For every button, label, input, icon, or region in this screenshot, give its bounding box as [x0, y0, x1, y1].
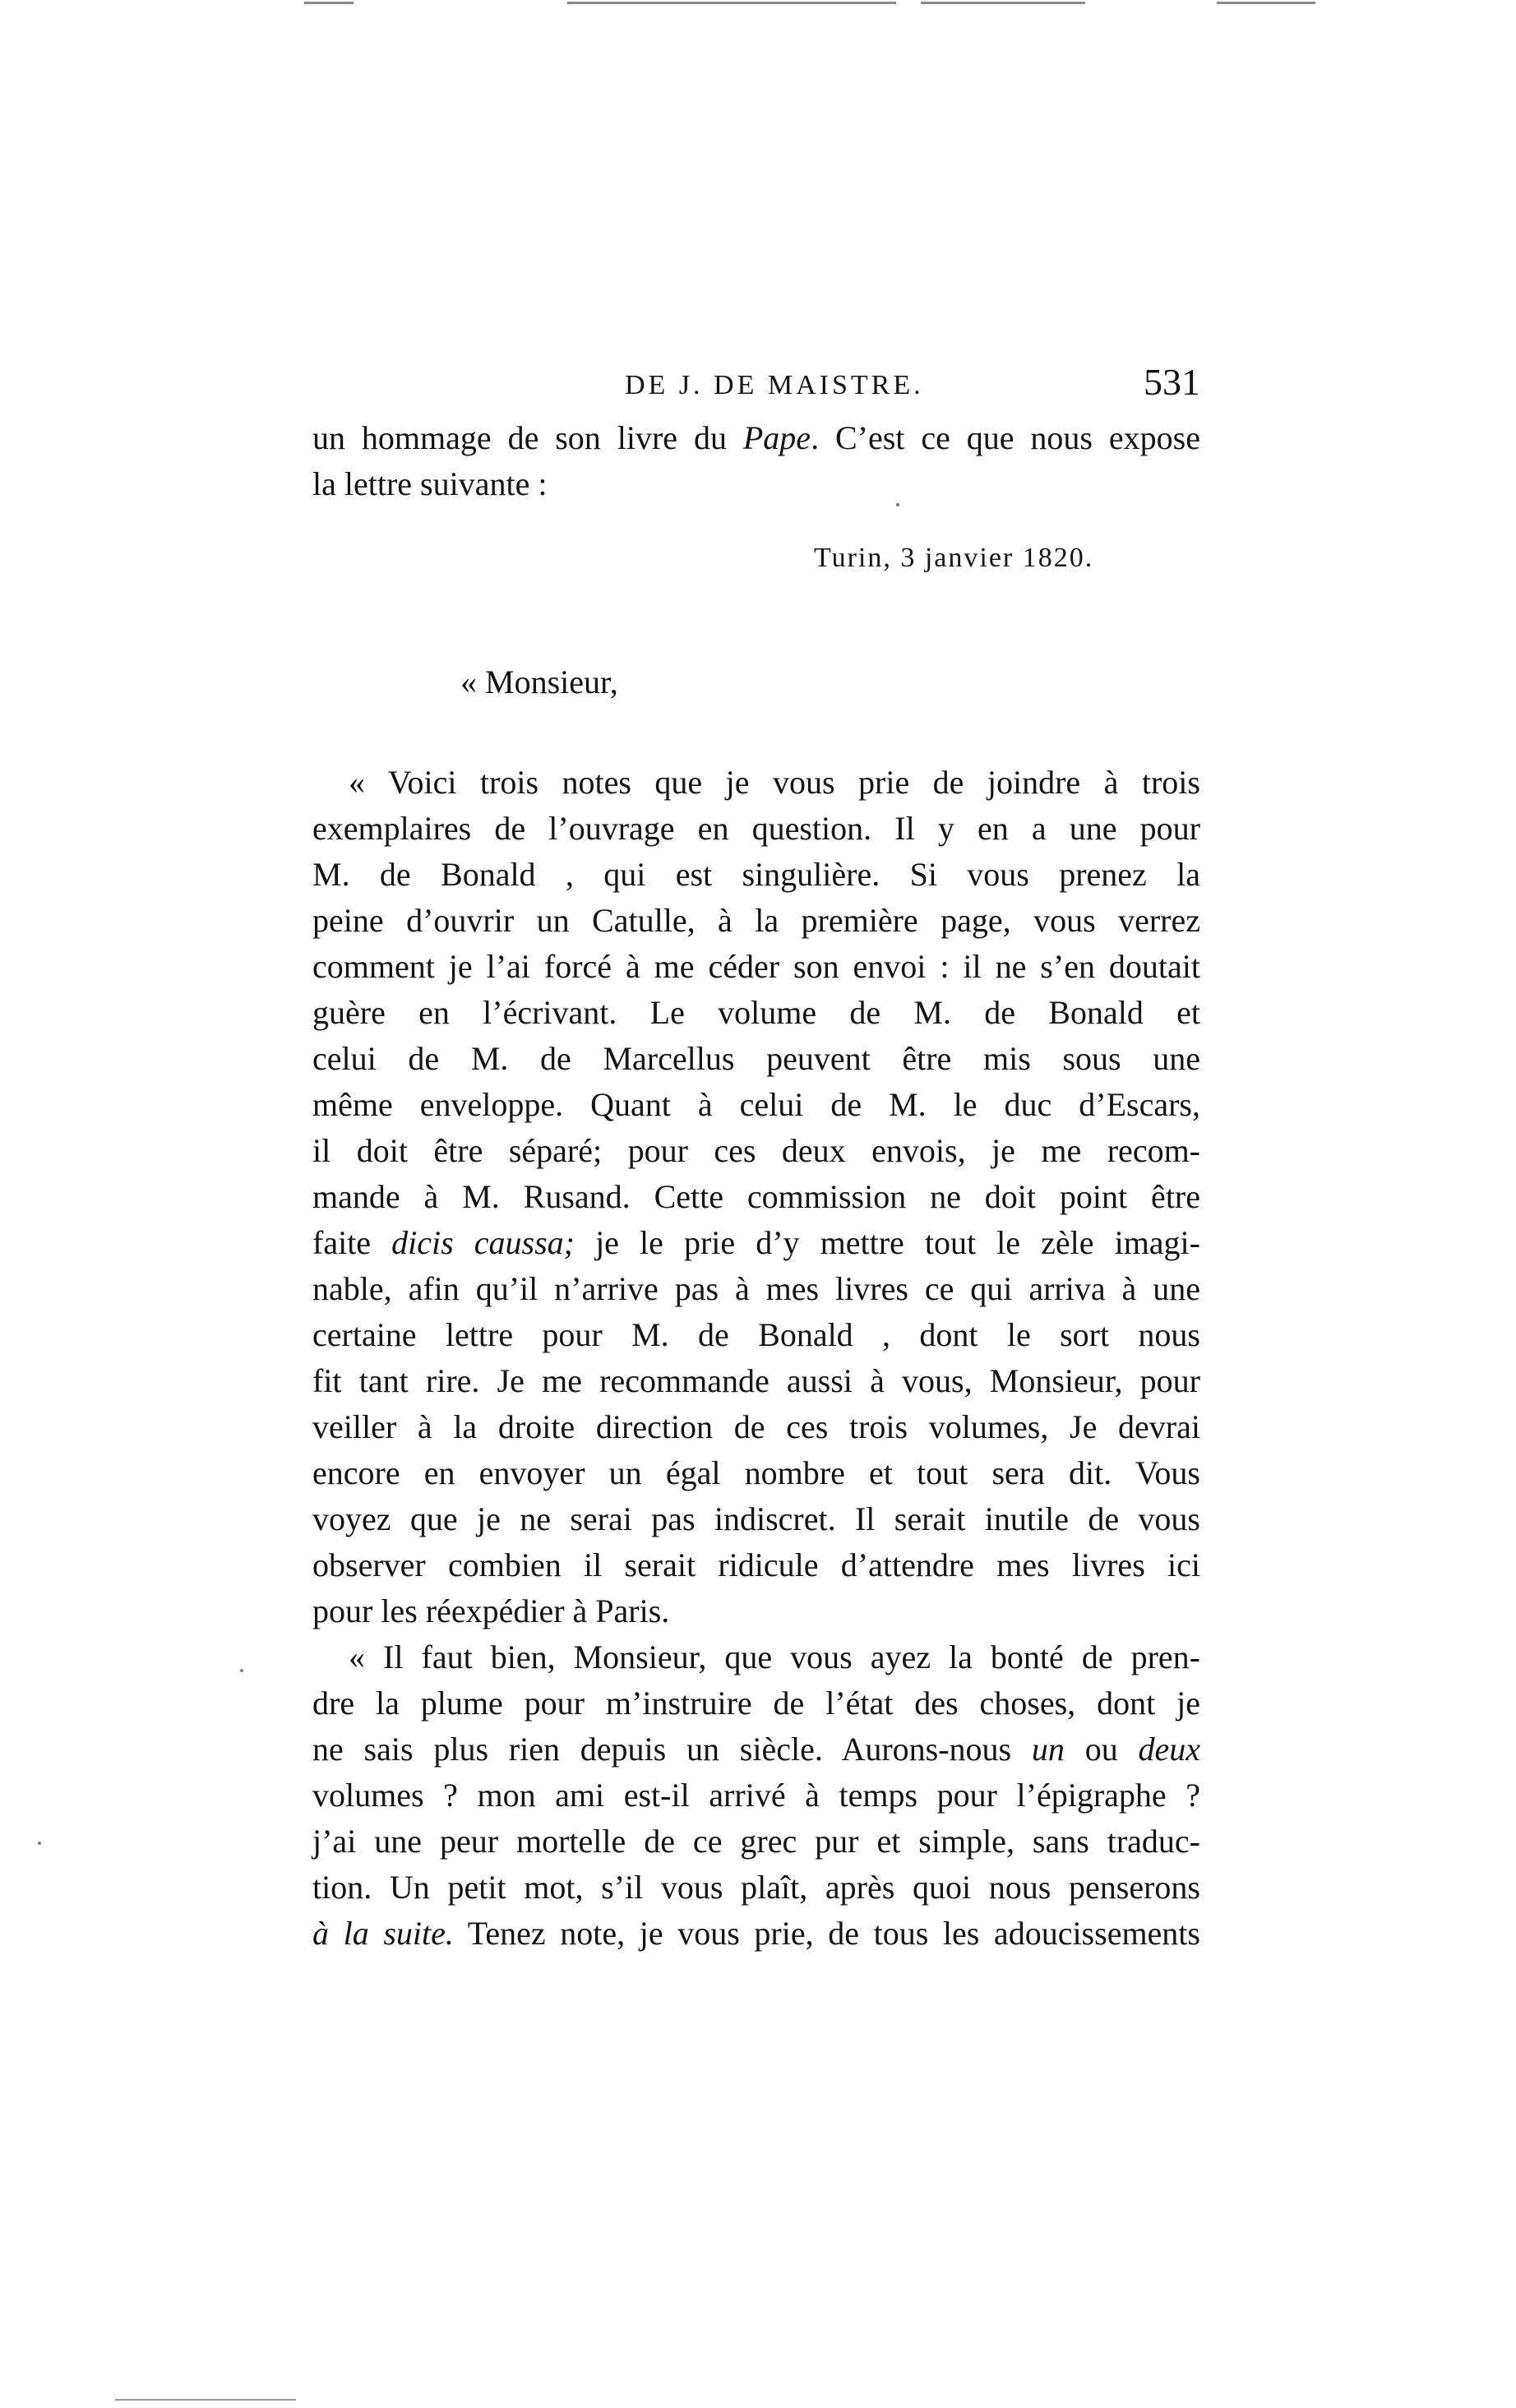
top-edge-rule	[1217, 2, 1315, 4]
text-line: peine d’ouvrir un Catulle, à la première page, vous verrez	[312, 902, 1200, 939]
page-number: 531	[1144, 361, 1200, 403]
text-line: veiller à la droite direction de ces trois volumes, Je devrai	[312, 1408, 1200, 1445]
bottom-edge-rule	[115, 2399, 296, 2401]
text-line: pour les réexpédier à Paris.	[312, 1592, 670, 1629]
text-line: comment je l’ai forcé à me céder son envoi : il ne s’en doutait	[312, 948, 1200, 985]
text-line: nable, afin qu’il n’arrive pas à mes livres ce qui arriva à une	[312, 1270, 1200, 1307]
text-line	[312, 415, 1200, 461]
running-title: DE J. DE MAISTRE.	[625, 370, 924, 400]
text-line: guère en l’écrivant. Le volume de M. de Bonald et	[312, 994, 1200, 1031]
letter-salutation: « Monsieur,	[460, 663, 618, 700]
running-head	[312, 360, 1200, 418]
text-line: il doit être séparé; pour ces deux envois, je me recom-	[312, 1132, 1200, 1169]
text-line: la lettre suivante :	[312, 465, 548, 502]
text-fragment: ne sais plus rien depuis un siècle. Aurons-nous	[312, 1731, 1032, 1768]
text-line: dre la plume pour m’instruire de l’état des choses, dont je	[312, 1685, 1200, 1722]
text-line	[312, 1726, 1200, 1772]
text-line: observer combien il serait ridicule d’attendre mes livres ici	[312, 1546, 1200, 1583]
ink-speck	[896, 503, 899, 506]
text-fragment: . C’est ce que nous expose	[811, 419, 1200, 456]
ink-speck	[38, 1842, 41, 1845]
text-line: volumes ? mon ami est-il arrivé à temps pour l’épigraphe ?	[312, 1777, 1200, 1814]
text-line: certaine lettre pour M. de Bonald , dont le sort nous	[312, 1316, 1200, 1353]
text-fragment: Tenez note, je vous prie, de tous les adoucissements	[453, 1915, 1200, 1952]
top-edge-rule	[304, 2, 354, 4]
text-fragment: je le prie d’y mettre tout le zèle imagi-	[574, 1224, 1200, 1261]
book-title-pape: Pape	[742, 419, 811, 456]
text-line: encore en envoyer un égal nombre et tout sera dit. Vous	[312, 1454, 1200, 1491]
text-line: fit tant rire. Je me recommande aussi à vous, Monsieur, pour	[312, 1362, 1200, 1399]
text-line: tion. Un petit mot, s’il vous plaît, après quoi nous penserons	[312, 1869, 1200, 1906]
text-line: mande à M. Rusand. Cette commission ne doit point être	[312, 1178, 1200, 1215]
italic-word: un	[1031, 1731, 1065, 1768]
letter-dateline: Turin, 3 janvier 1820.	[814, 543, 1094, 573]
italic-phrase: à la suite.	[312, 1915, 454, 1952]
text-line: j’ai une peur mortelle de ce grec pur et simple, sans traduc-	[312, 1823, 1200, 1860]
text-line: M. de Bonald , qui est singulière. Si vous prenez la	[312, 856, 1200, 893]
text-line: exemplaires de l’ouvrage en question. Il y en a une pour	[312, 810, 1200, 847]
text-line: « Voici trois notes que je vous prie de joindre à trois	[349, 764, 1200, 801]
text-line: celui de M. de Marcellus peuvent être mis sous une	[312, 1040, 1200, 1077]
text-line	[312, 1220, 1200, 1266]
text-line	[312, 1911, 1200, 1957]
top-edge-rule	[921, 2, 1085, 4]
text-fragment: ou	[1064, 1731, 1139, 1768]
italic-phrase: dicis caussa;	[391, 1224, 575, 1261]
italic-word: deux	[1138, 1731, 1201, 1768]
text-fragment: un hommage de son livre du	[312, 419, 743, 456]
top-edge-rule	[567, 2, 896, 4]
ink-speck	[240, 1669, 243, 1672]
text-line: voyez que je ne serai pas indiscret. Il serait inutile de vous	[312, 1500, 1200, 1537]
text-line: même enveloppe. Quant à celui de M. le duc d’Escars,	[312, 1086, 1200, 1123]
text-line: « Il faut bien, Monsieur, que vous ayez la bonté de pren-	[349, 1638, 1200, 1675]
text-fragment: faite	[312, 1224, 392, 1261]
